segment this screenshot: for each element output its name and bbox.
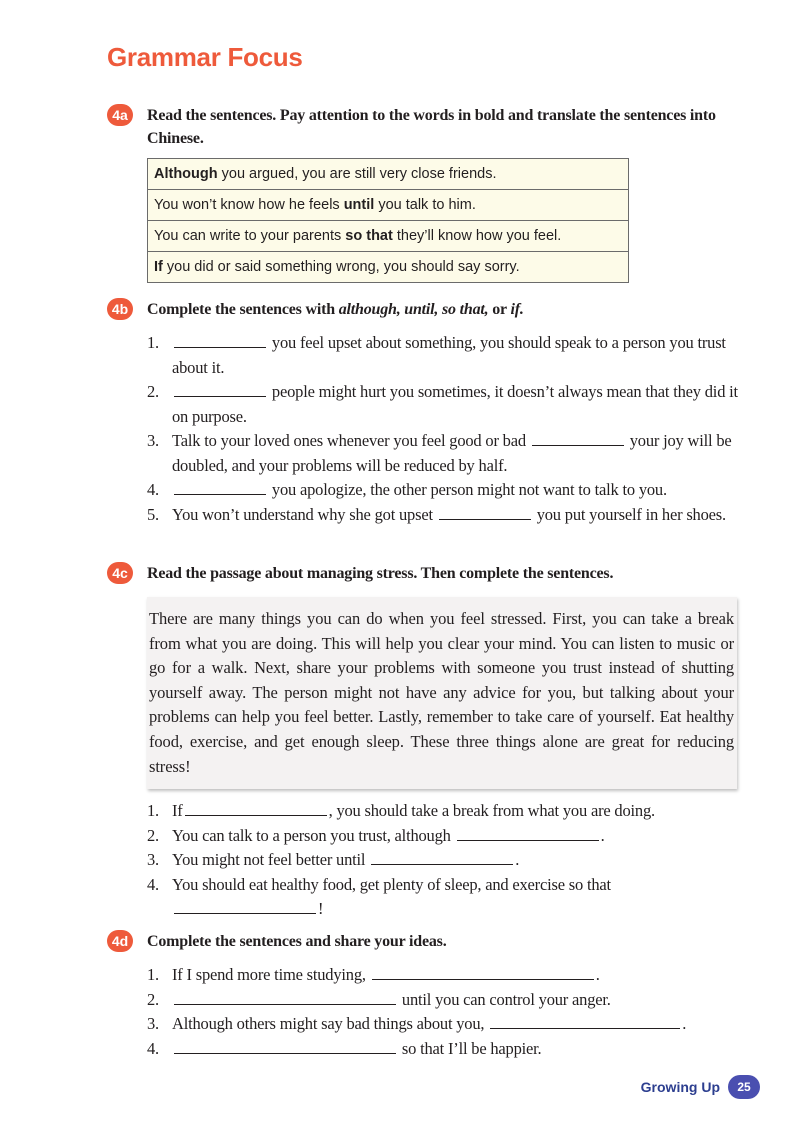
table-row: If you did or said something wrong, you should say sorry. <box>148 252 629 283</box>
answer-blank[interactable] <box>174 988 396 1005</box>
answer-blank[interactable] <box>490 1012 680 1029</box>
answer-blank[interactable] <box>174 897 316 914</box>
exercise-badge-4d: 4d <box>107 930 133 952</box>
list-item: 3. Talk to your loved ones whenever you feel good or bad your joy will be doubled, and your problems will be reduced by half. <box>147 431 732 475</box>
instruction-4c: Read the passage about managing stress. Then complete the sentences. <box>147 565 614 582</box>
exercise-list-4d <box>147 963 747 1061</box>
list-item: 5. You won’t understand why she got upset you put yourself in her shoes. <box>147 504 726 524</box>
table-row: You won’t know how he feels until you talk to him. <box>148 190 629 221</box>
answer-blank[interactable] <box>532 429 624 446</box>
list-item: 2. people might hurt you sometimes, it doesn’t always mean that they did it on purpose. <box>147 382 738 426</box>
page-title: Grammar Focus <box>107 42 303 72</box>
answer-blank[interactable] <box>372 963 594 980</box>
exercise-badge-4c: 4c <box>107 562 133 584</box>
section-4c <box>107 562 747 922</box>
list-item: 4. You should eat healthy food, get plenty of sleep, and exercise so that ! <box>147 874 611 919</box>
exercise-list-4b <box>147 331 747 527</box>
page-footer <box>641 1075 760 1099</box>
list-item: 1. you feel upset about something, you should speak to a person you trust about it. <box>147 333 726 377</box>
list-item: 2. You can talk to a person you trust, although . <box>147 825 605 845</box>
exercise-badge-4a: 4a <box>107 104 133 126</box>
page-number-badge: 25 <box>728 1075 760 1099</box>
answer-blank[interactable] <box>174 1037 396 1054</box>
section-4d <box>107 930 747 1061</box>
list-item: 4. you apologize, the other person might not want to talk to you. <box>147 480 667 499</box>
answer-blank[interactable] <box>439 503 531 520</box>
reading-passage: There are many things you can do when you feel stressed. First, you can take a break from what you are doing. This will help you clear your mind. You can listen to music or go for a walk. Next, share your problems with someone you trust instead of shutting yourself away. The person might not have any advice for you, but talking about your problems can help you feel better. Lastly, remember to take care of yourself. Eat healthy food, exercise, and get enough sleep. These three things alone are great for reducing stress! <box>147 597 737 789</box>
grammar-examples-table <box>147 158 629 283</box>
answer-blank[interactable] <box>371 848 513 865</box>
instruction-4a: Read the sentences. Pay attention to the words in bold and translate the sentences into Chinese. <box>147 107 716 147</box>
list-item: 1. If , you should take a break from what you are doing. <box>147 801 655 821</box>
unit-label: Growing Up <box>640 1079 720 1095</box>
table-row: You can write to your parents so that they’ll know how you feel. <box>148 221 629 252</box>
section-4b <box>107 298 747 527</box>
exercise-list-4c <box>147 799 747 922</box>
list-item: 2. until you can control your anger. <box>147 989 611 1009</box>
section-4a <box>107 104 747 283</box>
list-item: 4. so that I’ll be happier. <box>147 1038 542 1058</box>
answer-blank[interactable] <box>174 380 266 397</box>
answer-blank[interactable] <box>174 331 266 348</box>
answer-blank[interactable] <box>185 799 327 816</box>
instruction-4b: Complete the sentences with although, until, so that, or if. <box>147 301 524 318</box>
table-row: Although you argued, you are still very close friends. <box>148 159 629 190</box>
answer-blank[interactable] <box>174 478 266 495</box>
list-item: 3. You might not feel better until . <box>147 850 520 870</box>
list-item: 3. Although others might say bad things about you, . <box>147 1014 687 1033</box>
list-item: 1. If I spend more time studying, . <box>147 965 600 984</box>
answer-blank[interactable] <box>457 824 599 841</box>
exercise-badge-4b: 4b <box>107 298 133 320</box>
instruction-4d: Complete the sentences and share your ideas. <box>147 933 447 950</box>
